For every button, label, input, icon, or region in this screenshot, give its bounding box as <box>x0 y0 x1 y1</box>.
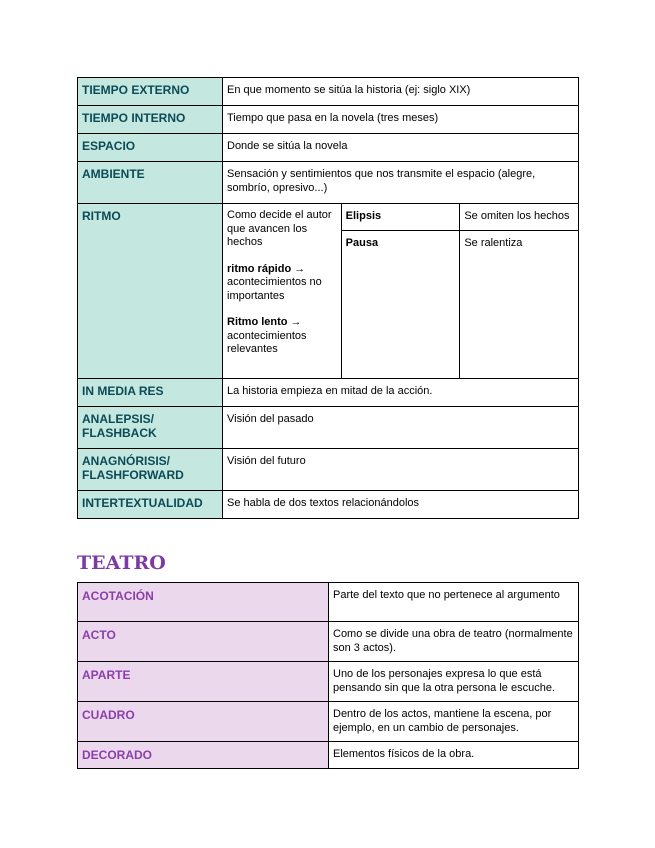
ritmo-description <box>223 204 342 379</box>
ritmo-fast-label: ritmo rápido → <box>227 262 306 275</box>
table-row <box>78 662 579 702</box>
table-row <box>78 742 579 769</box>
term-definition: En que momento se sitúa la historia (ej: siglo XIX) <box>223 78 579 106</box>
ritmo-intro: Como decide el autor que avancen los hechos <box>227 209 332 248</box>
ritmo-fast <box>227 263 337 304</box>
term-definition: Sensación y sentimientos que nos transmite el espacio (alegre, sombrío, opresivo...) <box>223 162 579 204</box>
term-label: DECORADO <box>78 742 329 769</box>
term-label: ACTO <box>78 622 329 662</box>
term-label: RITMO <box>78 204 223 379</box>
table-row <box>78 162 579 204</box>
term-definition: Parte del texto que no pertenece al argumento <box>329 583 579 622</box>
narrative-terms-table <box>77 77 579 519</box>
table-row <box>78 622 579 662</box>
ritmo-subdefinition: Se omiten los hechos <box>460 204 579 231</box>
ritmo-slow-desc: acontecimientos relevantes <box>227 329 307 355</box>
table-row <box>78 449 579 491</box>
table-row <box>78 379 579 407</box>
table-row-ritmo <box>78 204 579 231</box>
theatre-terms-table <box>77 582 579 769</box>
table-row <box>78 78 579 106</box>
table-row <box>78 407 579 449</box>
term-definition: Visión del pasado <box>223 407 579 449</box>
term-definition: Tiempo que pasa en la novela (tres meses) <box>223 106 579 134</box>
term-definition: Dentro de los actos, mantiene la escena, por ejemplo, en un cambio de personajes. <box>329 702 579 742</box>
term-label: TIEMPO INTERNO <box>78 106 223 134</box>
term-definition: Elementos físicos de la obra. <box>329 742 579 769</box>
term-label: ESPACIO <box>78 134 223 162</box>
table-row <box>78 702 579 742</box>
ritmo-subdefinition: Se ralentiza <box>460 231 579 379</box>
term-label: APARTE <box>78 662 329 702</box>
term-label: INTERTEXTUALIDAD <box>78 491 223 519</box>
table-row <box>78 134 579 162</box>
table-row <box>78 491 579 519</box>
ritmo-subterm: Elipsis <box>341 204 460 231</box>
term-definition: Como se divide una obra de teatro (normalmente son 3 actos). <box>329 622 579 662</box>
ritmo-slow-label: Ritmo lento → <box>227 316 302 328</box>
term-definition: Se habla de dos textos relacionándolos <box>223 491 579 519</box>
ritmo-fast-desc: acontecimientos no importantes <box>227 276 322 302</box>
term-label: AMBIENTE <box>78 162 223 204</box>
term-label: ACOTACIÓN <box>78 583 329 622</box>
ritmo-subterm: Pausa <box>341 231 460 379</box>
ritmo-slow <box>227 316 337 357</box>
section-heading-teatro: TEATRO <box>77 552 166 574</box>
table-row <box>78 106 579 134</box>
term-label: ANAGNÓRISIS/ FLASHFORWARD <box>78 449 223 491</box>
term-definition: Donde se sitúa la novela <box>223 134 579 162</box>
term-label: TIEMPO EXTERNO <box>78 78 223 106</box>
term-label: IN MEDIA RES <box>78 379 223 407</box>
term-definition: Uno de los personajes expresa lo que está pensando sin que la otra persona le escuche. <box>329 662 579 702</box>
term-definition: Visión del futuro <box>223 449 579 491</box>
term-label: CUADRO <box>78 702 329 742</box>
term-definition: La historia empieza en mitad de la acción. <box>223 379 579 407</box>
term-label: ANALEPSIS/ FLASHBACK <box>78 407 223 449</box>
table-row <box>78 583 579 622</box>
